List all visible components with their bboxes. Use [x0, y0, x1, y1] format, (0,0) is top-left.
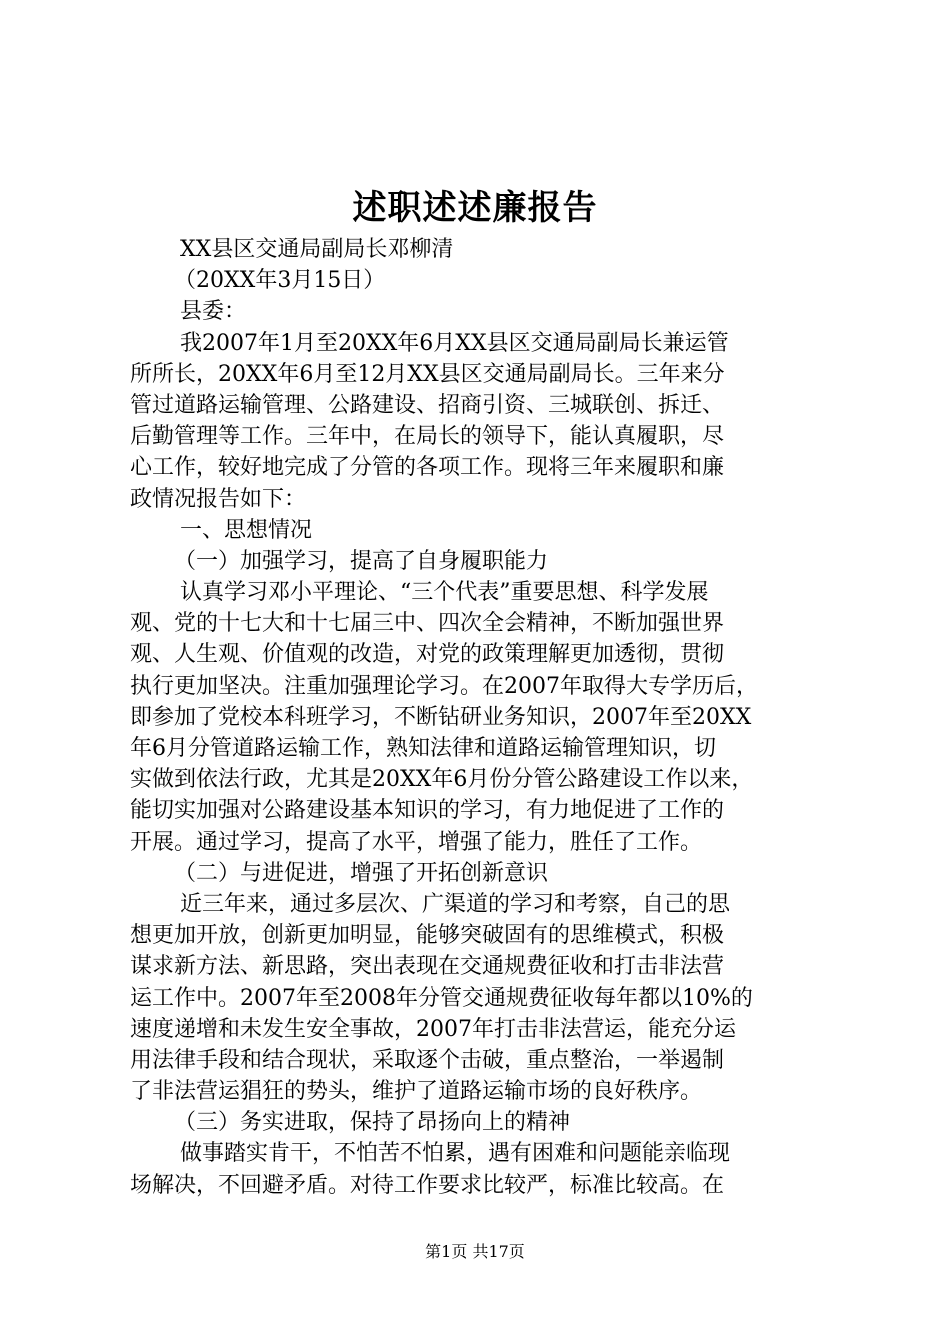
body-line: 即参加了党校本科班学习，不断钻研业务知识，2007年至20XX: [130, 704, 752, 730]
body-line: 我2007年1月至20XX年6月XX县区交通局副局长兼运管: [180, 330, 729, 356]
body-line: （一）加强学习，提高了自身履职能力: [174, 548, 549, 574]
body-line: 了非法营运猖狂的势头，维护了道路运输市场的良好秩序。: [130, 1079, 703, 1105]
body-line: 年6月分管道路运输工作，熟知法律和道路运输管理知识，切: [130, 736, 716, 761]
body-line: 用法律手段和结合现状，采取逐个击破，重点整治，一举遏制: [130, 1047, 725, 1073]
body-line: 所所长，20XX年6月至12月XX县区交通局副局长。三年来分: [130, 361, 725, 387]
body-line: 县委：: [180, 299, 247, 325]
body-line: 想更加开放，创新更加明显，能够突破固有的思维模式，积极: [130, 923, 725, 949]
body-line: （三）务实进取，保持了昂扬向上的精神: [174, 1110, 571, 1136]
page-number-footer: 第1页 共17页: [425, 1242, 525, 1261]
body-line: 能切实加强对公路建设基本知识的学习，有力地促进了工作的: [130, 798, 725, 824]
body-line: 开展。通过学习，提高了水平，增强了能力，胜任了工作。: [130, 829, 703, 855]
body-line: 做事踏实肯干，不怕苦不怕累，遇有困难和问题能亲临现: [180, 1141, 731, 1167]
body-line: 认真学习邓小平理论、“三个代表”重要思想、科学发展: [180, 580, 709, 606]
body-line: XX县区交通局副局长邓柳清: [180, 237, 454, 262]
body-line: 观、人生观、价值观的改造，对党的政策理解更加透彻，贯彻: [130, 642, 725, 668]
body-line: 观、党的十七大和十七届三中、四次全会精神，不断加强世界: [130, 611, 725, 637]
body-line: 管过道路运输管理、公路建设、招商引资、三城联创、拆迁、: [130, 392, 725, 418]
body-line: 一、思想情况: [180, 517, 313, 543]
body-line: （20XX年3月15日）: [174, 268, 386, 294]
body-line: 场解决，不回避矛盾。对待工作要求比较严，标准比较高。在: [130, 1172, 725, 1198]
body-line: （二）与进促进，增强了开拓创新意识: [174, 860, 549, 886]
body-line: 速度递增和未发生安全事故，2007年打击非法营运，能充分运: [130, 1016, 736, 1042]
body-line: 运工作中。2007年至2008年分管交通规费征收每年都以10%的: [130, 985, 753, 1011]
document-title: 述职述述廉报告: [352, 188, 598, 228]
body-line: 后勤管理等工作。三年中，在局长的领导下，能认真履职，尽: [130, 424, 725, 450]
body-line: 谋求新方法、新思路，突出表现在交通规费征收和打击非法营: [130, 954, 725, 980]
body-line: 实做到依法行政，尤其是20XX年6月份分管公路建设工作以来，: [130, 767, 754, 793]
body-line: 政情况报告如下：: [130, 486, 307, 512]
body-line: 近三年来，通过多层次、广渠道的学习和考察，自己的思: [180, 891, 731, 917]
body-line: 执行更加坚决。注重加强理论学习。在2007年取得大专学历后，: [130, 673, 758, 699]
document-body: [130, 234, 830, 1201]
body-line: 心工作，较好地完成了分管的各项工作。现将三年来履职和廉: [130, 455, 725, 481]
